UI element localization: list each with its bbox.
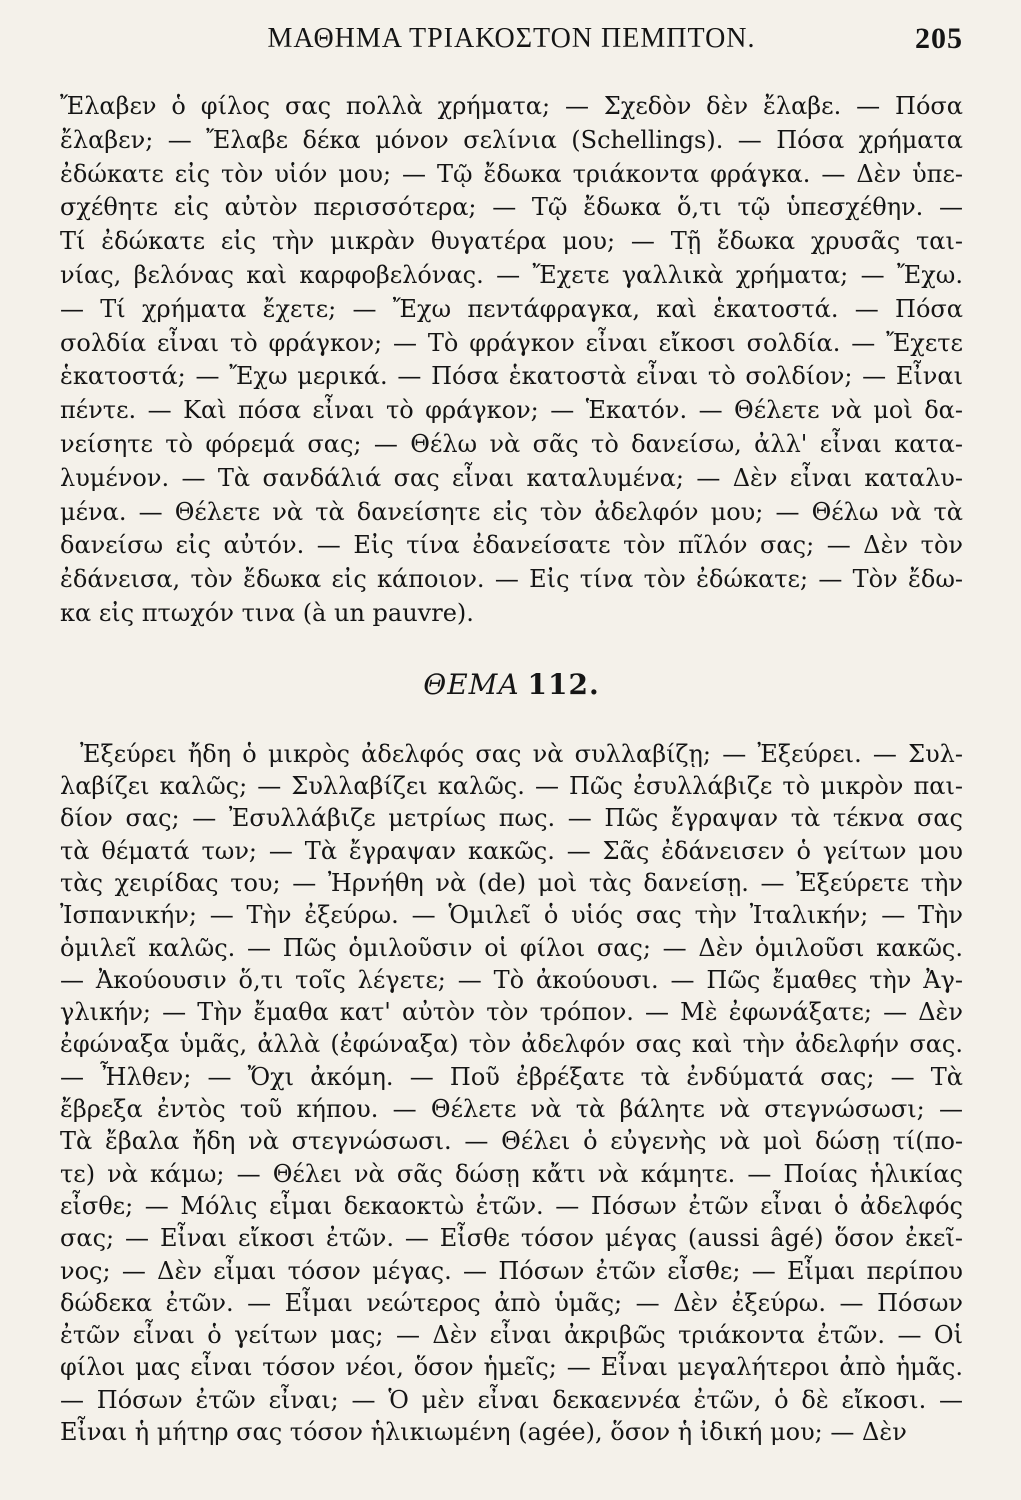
text-line: εἶσθε; — Μόλις εἶμαι δεκαοκτὼ ἐτῶν. — Πόσων ἐτῶν εἶναι ὁ ἀδελφός bbox=[60, 1191, 963, 1220]
text-line: λαβίζει καλῶς; — Συλλαβίζει καλῶς. — Πῶς ἐσυλλάβιζε τὸ μικρὸν παι- bbox=[60, 772, 963, 801]
text-line: νείσητε τὸ φόρεμά σας; — Θέλω νὰ σᾶς τὸ δανείσω, ἀλλ' εἶναι κατα- bbox=[60, 429, 963, 458]
text-line: σολδία εἶναι τὸ φράγκον; — Τὸ φράγκον εἶναι εἴκοσι σολδία. — Ἔχετε bbox=[60, 328, 963, 357]
text-line: φίλοι μας εἶναι τόσον νέοι, ὅσον ἡμεῖς; — Εἶναι μεγαλήτεροι ἀπὸ ἡμᾶς. bbox=[60, 1353, 963, 1382]
text-line: ὁμιλεῖ καλῶς. — Πῶς ὁμιλοῦσιν οἱ φίλοι σας; — Δὲν ὁμιλοῦσι κακῶς. bbox=[60, 933, 963, 962]
text-line: ἐδώκατε εἰς τὸν υἱόν μου; — Τῷ ἔδωκα τριάκοντα φράγκα. — Δὲν ὑπε- bbox=[60, 159, 963, 188]
text-line: Τί ἐδώκατε εἰς τὴν μικρὰν θυγατέρα μου; — Τῇ ἔδωκα χρυσᾶς ται- bbox=[60, 227, 963, 256]
text-line: κα εἰς πτωχόν τινα (à un pauvre). bbox=[60, 598, 474, 627]
text-line: τε) νὰ κάμω; — Θέλει νὰ σᾶς δώσῃ κἄτι νὰ κάμητε. — Ποίας ἡλικίας bbox=[60, 1159, 963, 1188]
text-line: δανείσω εἰς αὐτόν. — Εἰς τίνα ἐδανείσατε τὸν πῖλόν σας; — Δὲν τὸν bbox=[60, 531, 963, 560]
text-line: Ἐξεύρει ἤδη ὁ μικρὸς ἀδελφός σας νὰ συλλαβίζῃ; — Ἐξεύρει. — Συλ- bbox=[80, 739, 963, 768]
text-line: τὰς χειρίδας του; — Ἠρνήθη νὰ (de) μοὶ τὰς δανείσῃ. — Ἐξεύρετε τὴν bbox=[60, 868, 963, 897]
text-line: σας; — Εἶναι εἴκοσι ἐτῶν. — Εἶσθε τόσον μέγας (aussi âgé) ὅσον ἐκεῖ- bbox=[60, 1224, 963, 1253]
running-header bbox=[60, 18, 963, 60]
text-line: τὰ θέματά των; — Τὰ ἔγραψαν κακῶς. — Σᾶς ἐδάνεισεν ὁ γείτων μου bbox=[60, 836, 963, 865]
page-number: 205 bbox=[915, 22, 963, 55]
text-line: ἐφώναξα ὑμᾶς, ἀλλὰ (ἐφώναξα) τὸν ἀδελφόν σας καὶ τὴν ἀδελφήν σας. bbox=[60, 1030, 963, 1059]
text-line: μένα. — Θέλετε νὰ τὰ δανείσητε εἰς τὸν ἀδελφόν μου; — Θέλω νὰ τὰ bbox=[60, 497, 963, 526]
exercise-label: ΘΕΜΑ bbox=[423, 667, 520, 701]
lesson-paragraph bbox=[60, 60, 963, 631]
text-line: Ἔλαβεν ὁ φίλος σας πολλὰ χρήματα; — Σχεδὸν δὲν ἔλαβε. — Πόσα bbox=[60, 92, 963, 120]
text-line: ἐτῶν εἶναι ὁ γείτων μας; — Δὲν εἶναι ἀκριβῶς τριάκοντα ἐτῶν. — Οἱ bbox=[60, 1321, 963, 1350]
chapter-title: ΜΑΘΗΜΑ ΤΡΙΑΚΟΣΤΟΝ ΠΕΜΠΤΟΝ. bbox=[267, 23, 756, 54]
text-line: Τὰ ἔβαλα ἤδη νὰ στεγνώσωσι. — Θέλει ὁ εὐγενὴς νὰ μοὶ δώσῃ τί(πο- bbox=[60, 1127, 963, 1156]
text-line: νος; — Δὲν εἶμαι τόσον μέγας. — Πόσων ἐτῶν εἶσθε; — Εἶμαι περίπου bbox=[60, 1256, 963, 1285]
text-line: δίον σας; — Ἐσυλλάβιζε μετρίως πως. — Πῶς ἔγραψαν τὰ τέκνα σας bbox=[60, 804, 963, 833]
text-line: — Πόσων ἐτῶν εἶναι; — Ὁ μὲν εἶναι δεκαεννέα ἐτῶν, ὁ δὲ εἴκοσι. — bbox=[60, 1385, 963, 1414]
text-line: γλικήν; — Τὴν ἔμαθα κατ' αὐτὸν τὸν τρόπον. — Μὲ ἐφωνάξατε; — Δὲν bbox=[60, 998, 963, 1027]
exercise-heading bbox=[60, 668, 963, 701]
text-line: ἔβρεξα ἐντὸς τοῦ κήπου. — Θέλετε νὰ τὰ βάλητε νὰ στεγνώσωσι; — bbox=[60, 1095, 963, 1124]
text-line: ἐδάνεισα, τὸν ἔδωκα εἰς κάποιον. — Εἰς τίνα τὸν ἐδώκατε; — Τὸν ἔδω- bbox=[60, 565, 963, 594]
text-line: — Ἀκούουσιν ὅ,τι τοῖς λέγετε; — Τὸ ἀκούουσι. — Πῶς ἔμαθες τὴν Ἀγ- bbox=[60, 965, 963, 994]
text-line: Εἶναι ἡ μήτηρ σας τόσον ἡλικιωμένη (agée), ὅσον ἡ ἰδική μου; — Δὲν bbox=[60, 1417, 907, 1446]
text-line: ἑκατοστά; — Ἔχω μερικά. — Πόσα ἑκατοστὰ εἶναι τὸ σολδίον; — Εἶναι bbox=[60, 362, 963, 391]
text-line: λυμένον. — Τὰ σανδάλιά σας εἶναι καταλυμένα; — Δὲν εἶναι καταλυ- bbox=[60, 463, 963, 492]
text-line: — Ἦλθεν; — Ὄχι ἀκόμη. — Ποῦ ἐβρέξατε τὰ ἐνδύματά σας; — Τὰ bbox=[60, 1062, 963, 1091]
text-line: ἔλαβεν; — Ἔλαβε δέκα μόνον σελίνια (Schellings). — Πόσα χρήματα bbox=[60, 125, 963, 154]
text-line: νίας, βελόνας καὶ καρφοβελόνας. — Ἔχετε γαλλικὰ χρήματα; — Ἔχω. bbox=[60, 260, 963, 289]
text-line: δώδεκα ἐτῶν. — Εἶμαι νεώτερος ἀπὸ ὑμᾶς; — Δὲν ἐξεύρω. — Πόσων bbox=[60, 1288, 963, 1317]
text-line: σχέθητε εἰς αὐτὸν περισσότερα; — Τῷ ἔδωκα ὅ,τι τῷ ὑπεσχέθην. — bbox=[60, 193, 963, 222]
exercise-number: 112. bbox=[527, 667, 600, 701]
exercise-paragraph bbox=[60, 738, 963, 1449]
text-line: πέντε. — Καὶ πόσα εἶναι τὸ φράγκον; — Ἑκατόν. — Θέλετε νὰ μοὶ δα- bbox=[60, 396, 963, 425]
text-line: — Τί χρήματα ἔχετε; — Ἔχω πεντάφραγκα, καὶ ἑκατοστά. — Πόσα bbox=[60, 294, 963, 323]
text-line: Ἰσπανικήν; — Τὴν ἐξεύρω. — Ὁμιλεῖ ὁ υἱός σας τὴν Ἰταλικήν; — Τὴν bbox=[60, 901, 963, 930]
